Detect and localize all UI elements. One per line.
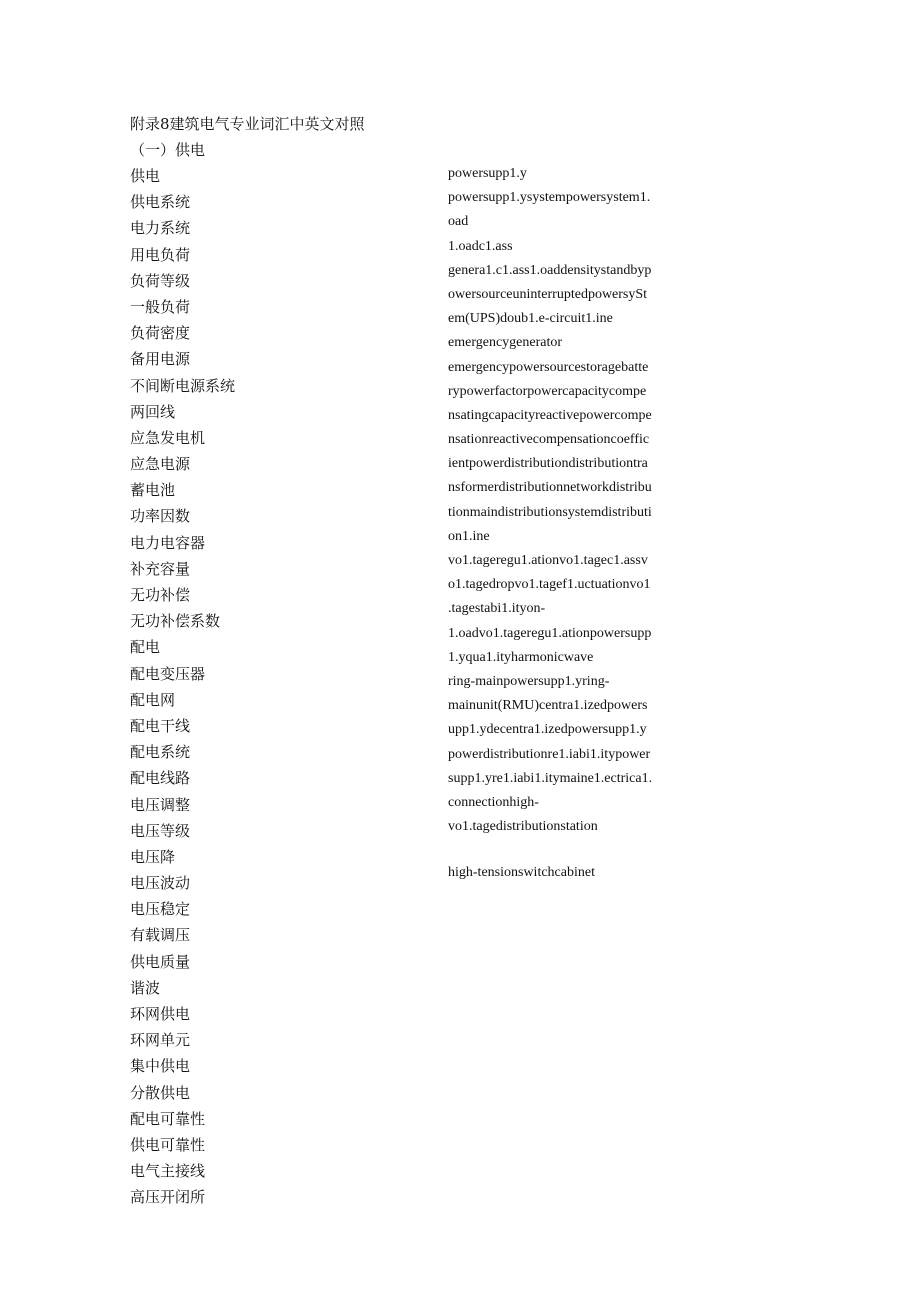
chinese-term: 配电可靠性 bbox=[130, 1109, 206, 1128]
english-line: 1.yqua1.ityharmonicwave bbox=[448, 649, 594, 665]
english-line: tionmaindistributionsystemdistributi bbox=[448, 504, 652, 520]
english-line: mainunit(RMU)centra1.izedpowers bbox=[448, 698, 648, 714]
english-line: high-tensionswitchcabinet bbox=[448, 865, 595, 881]
chinese-term: 配电线路 bbox=[130, 769, 191, 788]
chinese-term: 蓄电池 bbox=[130, 481, 176, 500]
english-line: 1.oadvo1.tageregu1.ationpowersupp bbox=[448, 625, 652, 641]
english-line: upp1.ydecentra1.izedpowersupp1.y bbox=[448, 722, 647, 738]
english-line: supp1.yre1.iabi1.itymaine1.ectrica1. bbox=[448, 770, 653, 786]
chinese-term: 备用电源 bbox=[130, 350, 191, 369]
chinese-term: 两回线 bbox=[130, 402, 176, 421]
english-line: nsatingcapacityreactivepowercompe bbox=[448, 407, 652, 423]
chinese-term-list bbox=[130, 166, 235, 1214]
chinese-term: 电压稳定 bbox=[130, 900, 191, 919]
english-line: 1.oadc1.ass bbox=[448, 238, 513, 254]
chinese-term: 电力系统 bbox=[130, 219, 191, 238]
chinese-term: 负荷密度 bbox=[130, 324, 191, 343]
chinese-term: 供电可靠性 bbox=[130, 1135, 206, 1154]
chinese-term: 应急电源 bbox=[130, 455, 191, 474]
chinese-term: 用电负荷 bbox=[130, 245, 191, 264]
chinese-term: 电压等级 bbox=[130, 821, 191, 840]
english-line: powerdistributionre1.iabi1.itypower bbox=[448, 746, 651, 762]
chinese-term: 电压波动 bbox=[130, 874, 191, 893]
english-line: em(UPS)doub1.e-circuit1.ine bbox=[448, 311, 613, 327]
chinese-term: 环网单元 bbox=[130, 1031, 191, 1050]
chinese-term: 电压降 bbox=[130, 847, 176, 866]
chinese-term: 有载调压 bbox=[130, 926, 191, 945]
chinese-term: 补充容量 bbox=[130, 559, 191, 578]
chinese-term: 供电质量 bbox=[130, 952, 191, 971]
chinese-term: 应急发电机 bbox=[130, 428, 206, 447]
chinese-term: 配电变压器 bbox=[130, 664, 206, 683]
chinese-term: 高压开闭所 bbox=[130, 1188, 206, 1207]
english-line: nsformerdistributionnetworkdistribu bbox=[448, 480, 652, 496]
chinese-term: 供电系统 bbox=[130, 193, 191, 212]
chinese-term: 电气主接线 bbox=[130, 1162, 206, 1181]
english-line: ring-mainpowersupp1.yring- bbox=[448, 673, 610, 689]
chinese-term: 无功补偿 bbox=[130, 586, 191, 604]
english-line: powersupp1.ysystempowersystem1. bbox=[448, 190, 651, 206]
english-term-block bbox=[448, 162, 678, 885]
english-line: ientpowerdistributiondistributiontra bbox=[448, 456, 648, 472]
english-line: vo1.tagedistributionstation bbox=[448, 819, 598, 835]
english-line: o1.tagedropvo1.tagef1.uctuationvo1 bbox=[448, 577, 651, 593]
english-line: powersupp1.y bbox=[448, 166, 527, 181]
chinese-term: 集中供电 bbox=[130, 1057, 191, 1076]
section-heading: （一）供电 bbox=[130, 141, 206, 159]
english-line: emergencypowersourcestoragebatte bbox=[448, 359, 649, 375]
chinese-term: 一般负荷 bbox=[130, 297, 191, 316]
chinese-term: 分散供电 bbox=[130, 1083, 191, 1102]
english-line: connectionhigh- bbox=[448, 794, 539, 810]
chinese-term: 不间断电源系统 bbox=[130, 376, 236, 395]
english-line: vo1.tageregu1.ationvo1.tagec1.assv bbox=[448, 553, 648, 568]
chinese-term: 谐波 bbox=[130, 978, 161, 997]
english-line: rypowerfactorpowercapacitycompe bbox=[448, 383, 647, 399]
chinese-term: 电力电容器 bbox=[130, 533, 206, 552]
english-line: emergencygenerator bbox=[448, 335, 563, 351]
english-line: on1.ine bbox=[448, 528, 490, 544]
chinese-term: 功率因数 bbox=[130, 507, 191, 526]
document-title: 附录8建筑电气专业词汇中英文对照 bbox=[130, 115, 365, 133]
chinese-term: 环网供电 bbox=[130, 1005, 191, 1023]
english-line: owersourceuninterruptedpowersySt bbox=[448, 286, 648, 302]
english-line: .tagestabi1.ityon- bbox=[448, 601, 546, 617]
chinese-term: 配电 bbox=[130, 638, 161, 657]
english-line: genera1.c1.ass1.oaddensitystandbyp bbox=[448, 262, 652, 278]
chinese-term: 配电系统 bbox=[130, 743, 191, 762]
chinese-term: 供电 bbox=[130, 167, 161, 185]
chinese-term: 无功补偿系数 bbox=[130, 612, 221, 631]
chinese-term: 电压调整 bbox=[130, 795, 191, 814]
chinese-term: 配电网 bbox=[130, 690, 176, 709]
english-line: oad bbox=[448, 214, 469, 230]
chinese-term: 配电干线 bbox=[130, 716, 191, 735]
chinese-term: 负荷等级 bbox=[130, 271, 191, 290]
english-line: nsationreactivecompensationcoeffic bbox=[448, 432, 650, 448]
english-line-spacer bbox=[448, 839, 678, 861]
